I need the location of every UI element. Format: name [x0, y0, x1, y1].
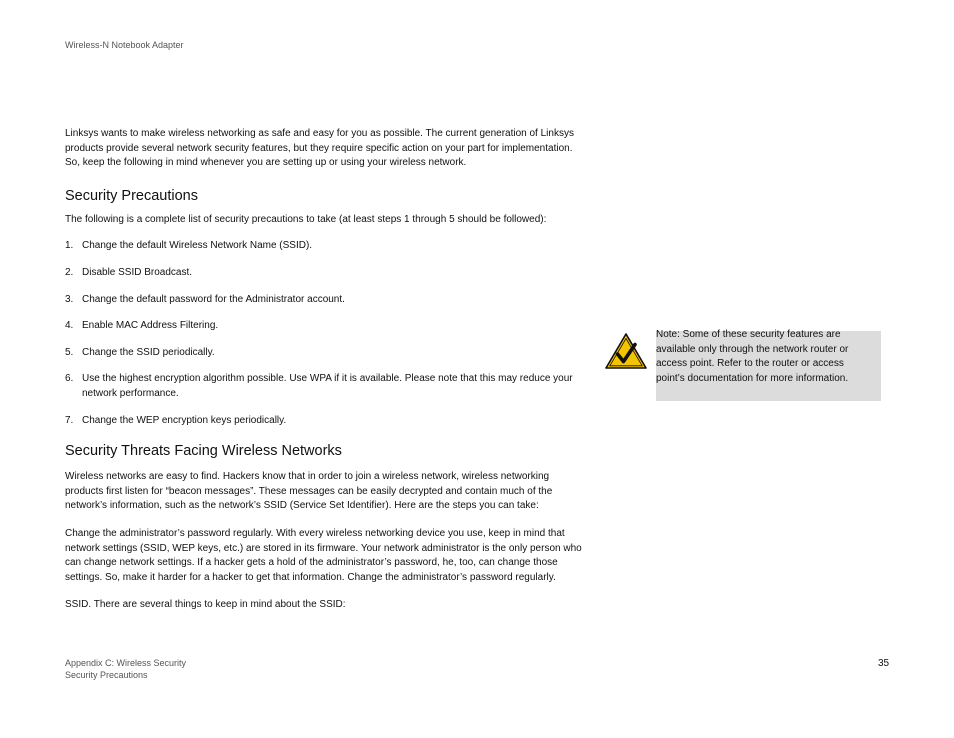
- intro-paragraph: Linksys wants to make wireless networking as safe and easy for you as possible. The current generation of Linksys products provide several network security features, but they require specific action on your part for implementation. So, keep the following in mind whenever you are setting up or using your wireless network.: [65, 128, 574, 169]
- list-item: [65, 239, 589, 254]
- precautions-lead: The following is a complete list of security precautions to take (at least steps 1 through 5 should be followed):: [65, 213, 547, 225]
- list-item-text: Use the highest encryption algorithm possible. Use WPA if it is available. Please note that this may reduce your network performance.: [82, 373, 573, 399]
- checkmark-warning-icon: [605, 333, 647, 369]
- list-item: [65, 372, 589, 401]
- footer-subsection-title: Security Precautions: [65, 670, 148, 680]
- list-item-text: Change the default password for the Administrator account.: [82, 293, 345, 305]
- list-item-number: 5.: [65, 346, 74, 358]
- threats-paragraph: Wireless networks are easy to find. Hackers know that in order to join a wireless network, wireless networking products first listen for “beacon messages”. These messages can be easily decrypted and contain much of the network’s information, such as the network’s SSID (Service Set Identifier). Here are the steps you can take:: [65, 471, 553, 512]
- list-item: [65, 293, 589, 308]
- list-item-number: 3.: [65, 293, 74, 305]
- list-item-number: 2.: [65, 266, 74, 278]
- list-item-number: 6.: [65, 373, 74, 385]
- list-item: [65, 346, 589, 361]
- threats-paragraph: Change the administrator’s password regularly. With every wireless networking device you use, keep in mind that network settings (SSID, WEP keys, etc.) are stored in its firmware. Your network administrator is the only person who can change network settings. If a hacker gets a hold of the administrator’s password, he, too, can change those settings. So, make it harder for a hacker to get that information. Change the administrator’s password regularly.: [65, 527, 582, 583]
- security-threats-heading: Security Threats Facing Wireless Networks: [65, 443, 342, 460]
- list-item-text: Disable SSID Broadcast.: [82, 266, 193, 278]
- footer-section-title: Appendix C: Wireless Security: [65, 658, 187, 668]
- list-item: [65, 414, 589, 429]
- footer: [65, 657, 186, 681]
- note-text: Note: Some of these security features are available only through the network router or access point. Refer to the router or access point’s documentation for more information.: [656, 329, 849, 384]
- list-item-text: Change the WEP encryption keys periodically.: [82, 414, 287, 426]
- list-item-number: 7.: [65, 414, 74, 426]
- list-item-text: Change the default Wireless Network Name (SSID).: [82, 240, 313, 252]
- list-item-number: 1.: [65, 240, 74, 252]
- list-item-text: Change the SSID periodically.: [82, 346, 215, 358]
- list-item: [65, 266, 589, 281]
- threats-paragraph: SSID. There are several things to keep in mind about the SSID:: [65, 599, 346, 611]
- running-header: Wireless-N Notebook Adapter: [65, 40, 184, 50]
- list-item-text: Enable MAC Address Filtering.: [82, 320, 219, 332]
- page-number: 35: [878, 658, 890, 669]
- precautions-list: [65, 239, 589, 428]
- list-item: [65, 319, 589, 334]
- main-content: [65, 127, 589, 626]
- list-item-number: 4.: [65, 320, 74, 332]
- security-precautions-heading: Security Precautions: [65, 187, 198, 204]
